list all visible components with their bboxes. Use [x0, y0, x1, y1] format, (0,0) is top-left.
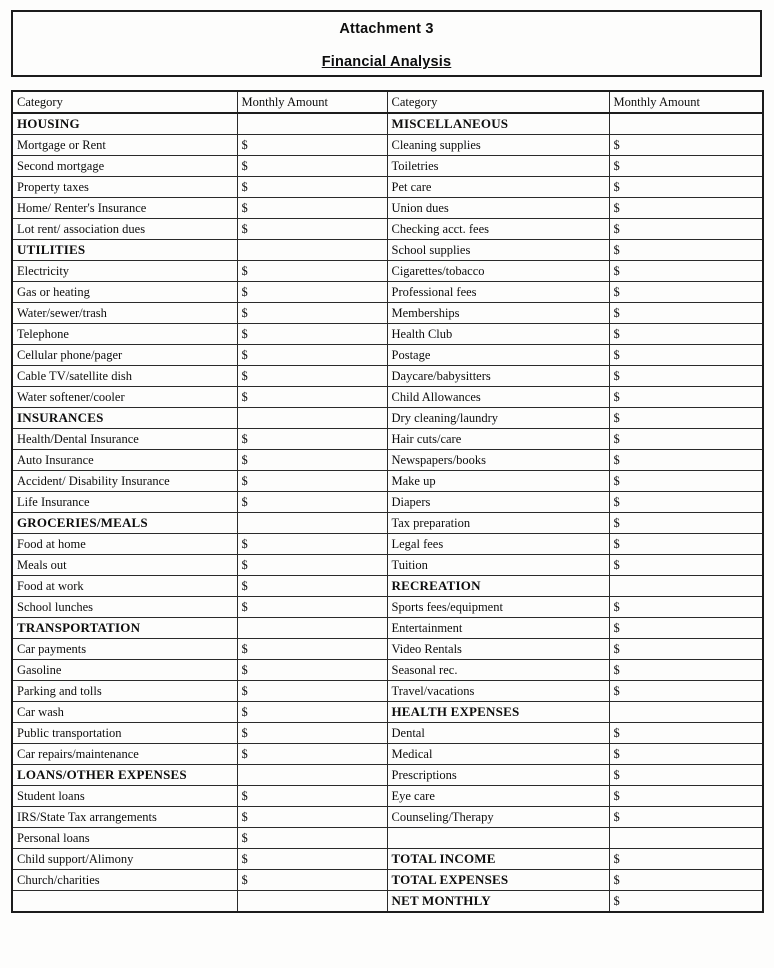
amount-cell-right: $ — [609, 660, 763, 681]
table-row — [12, 807, 763, 828]
table-row — [12, 828, 763, 849]
header-row — [12, 91, 763, 113]
category-cell-left: Student loans — [12, 786, 237, 807]
category-cell-left: TRANSPORTATION — [12, 618, 237, 639]
table-row — [12, 387, 763, 408]
amount-cell-right: $ — [609, 870, 763, 891]
amount-cell-right — [609, 113, 763, 135]
category-cell-right: Cigarettes/tobacco — [387, 261, 609, 282]
table-row — [12, 282, 763, 303]
amount-cell-left: $ — [237, 156, 387, 177]
category-cell-right: Daycare/babysitters — [387, 366, 609, 387]
amount-cell-right: $ — [609, 429, 763, 450]
category-cell-left: Water softener/cooler — [12, 387, 237, 408]
table-row — [12, 555, 763, 576]
table-row — [12, 198, 763, 219]
amount-cell-right: $ — [609, 534, 763, 555]
table-row — [12, 345, 763, 366]
table-row — [12, 639, 763, 660]
amount-cell-left: $ — [237, 849, 387, 870]
category-cell-right: Diapers — [387, 492, 609, 513]
table-row — [12, 870, 763, 891]
category-cell-left: Personal loans — [12, 828, 237, 849]
amount-cell-left: $ — [237, 324, 387, 345]
category-cell-left: Auto Insurance — [12, 450, 237, 471]
table-row — [12, 177, 763, 198]
category-cell-right: School supplies — [387, 240, 609, 261]
amount-cell-right: $ — [609, 303, 763, 324]
amount-cell-left: $ — [237, 723, 387, 744]
category-cell-right: Cleaning supplies — [387, 135, 609, 156]
amount-cell-right: $ — [609, 513, 763, 534]
category-cell-left: GROCERIES/MEALS — [12, 513, 237, 534]
amount-cell-left: $ — [237, 492, 387, 513]
category-cell-right: Union dues — [387, 198, 609, 219]
category-cell-left: Property taxes — [12, 177, 237, 198]
amount-cell-left: $ — [237, 303, 387, 324]
table-row — [12, 429, 763, 450]
amount-cell-right: $ — [609, 387, 763, 408]
amount-cell-right: $ — [609, 849, 763, 870]
table-row — [12, 744, 763, 765]
category-cell-right: Memberships — [387, 303, 609, 324]
amount-cell-left: $ — [237, 261, 387, 282]
amount-cell-right: $ — [609, 555, 763, 576]
amount-cell-left: $ — [237, 555, 387, 576]
amount-cell-right: $ — [609, 891, 763, 913]
amount-cell-left — [237, 408, 387, 429]
table-row — [12, 408, 763, 429]
amount-cell-right: $ — [609, 177, 763, 198]
amount-cell-left: $ — [237, 219, 387, 240]
amount-cell-left: $ — [237, 198, 387, 219]
category-cell-left: Food at home — [12, 534, 237, 555]
category-cell-left: Public transportation — [12, 723, 237, 744]
table-row — [12, 303, 763, 324]
header-category-left: Category — [12, 91, 237, 113]
category-cell-right: Professional fees — [387, 282, 609, 303]
category-cell-right: Child Allowances — [387, 387, 609, 408]
table-row — [12, 471, 763, 492]
amount-cell-right: $ — [609, 597, 763, 618]
category-cell-right: Make up — [387, 471, 609, 492]
amount-cell-right — [609, 702, 763, 723]
category-cell-left: Accident/ Disability Insurance — [12, 471, 237, 492]
amount-cell-right: $ — [609, 135, 763, 156]
amount-cell-left: $ — [237, 366, 387, 387]
category-cell-right — [387, 828, 609, 849]
category-cell-right: Travel/vacations — [387, 681, 609, 702]
table-row — [12, 135, 763, 156]
category-cell-right: Dental — [387, 723, 609, 744]
amount-cell-left: $ — [237, 345, 387, 366]
table-row — [12, 891, 763, 913]
amount-cell-right: $ — [609, 618, 763, 639]
amount-cell-right: $ — [609, 198, 763, 219]
amount-cell-left — [237, 765, 387, 786]
category-cell-left: Home/ Renter's Insurance — [12, 198, 237, 219]
table-row — [12, 723, 763, 744]
attachment-title: Attachment 3 — [339, 21, 434, 37]
table-row — [12, 849, 763, 870]
category-cell-right: Video Rentals — [387, 639, 609, 660]
category-cell-left: Mortgage or Rent — [12, 135, 237, 156]
category-cell-left: HOUSING — [12, 113, 237, 135]
category-cell-left: Telephone — [12, 324, 237, 345]
amount-cell-right: $ — [609, 744, 763, 765]
amount-cell-left: $ — [237, 135, 387, 156]
table-row — [12, 324, 763, 345]
amount-cell-right: $ — [609, 723, 763, 744]
header-amount-right: Monthly Amount — [609, 91, 763, 113]
amount-cell-left: $ — [237, 597, 387, 618]
category-cell-left: Health/Dental Insurance — [12, 429, 237, 450]
amount-cell-left — [237, 240, 387, 261]
amount-cell-right: $ — [609, 366, 763, 387]
category-cell-left: Electricity — [12, 261, 237, 282]
table-row — [12, 597, 763, 618]
category-cell-right: Eye care — [387, 786, 609, 807]
table-row — [12, 492, 763, 513]
category-cell-left: Gasoline — [12, 660, 237, 681]
category-cell-left: Food at work — [12, 576, 237, 597]
category-cell-left: Gas or heating — [12, 282, 237, 303]
amount-cell-left: $ — [237, 660, 387, 681]
amount-cell-left — [237, 891, 387, 913]
category-cell-right: Newspapers/books — [387, 450, 609, 471]
table-row — [12, 702, 763, 723]
category-cell-left: Child support/Alimony — [12, 849, 237, 870]
category-cell-right: Toiletries — [387, 156, 609, 177]
amount-cell-left — [237, 113, 387, 135]
amount-cell-right: $ — [609, 807, 763, 828]
category-cell-left: INSURANCES — [12, 408, 237, 429]
category-cell-left: UTILITIES — [12, 240, 237, 261]
table-row — [12, 618, 763, 639]
amount-cell-right: $ — [609, 471, 763, 492]
category-cell-left: Life Insurance — [12, 492, 237, 513]
amount-cell-right — [609, 828, 763, 849]
amount-cell-left: $ — [237, 786, 387, 807]
table-row — [12, 113, 763, 135]
amount-cell-left: $ — [237, 870, 387, 891]
table-body — [12, 113, 763, 912]
amount-cell-left: $ — [237, 387, 387, 408]
document-title: Financial Analysis — [321, 54, 452, 70]
category-cell-left: IRS/State Tax arrangements — [12, 807, 237, 828]
category-cell-right: Pet care — [387, 177, 609, 198]
amount-cell-left — [237, 618, 387, 639]
amount-cell-left: $ — [237, 450, 387, 471]
category-cell-left: Car repairs/maintenance — [12, 744, 237, 765]
table-header — [12, 91, 763, 113]
amount-cell-right: $ — [609, 765, 763, 786]
header-category-right: Category — [387, 91, 609, 113]
table-row — [12, 513, 763, 534]
category-cell-right: MISCELLANEOUS — [387, 113, 609, 135]
table-row — [12, 240, 763, 261]
category-cell-right: HEALTH EXPENSES — [387, 702, 609, 723]
amount-cell-right: $ — [609, 639, 763, 660]
category-cell-right: TOTAL EXPENSES — [387, 870, 609, 891]
amount-cell-left: $ — [237, 702, 387, 723]
category-cell-right: Health Club — [387, 324, 609, 345]
category-cell-left: Church/charities — [12, 870, 237, 891]
amount-cell-left: $ — [237, 576, 387, 597]
amount-cell-right: $ — [609, 408, 763, 429]
category-cell-left: Meals out — [12, 555, 237, 576]
amount-cell-left: $ — [237, 828, 387, 849]
table-row — [12, 765, 763, 786]
category-cell-right: Dry cleaning/laundry — [387, 408, 609, 429]
amount-cell-right: $ — [609, 786, 763, 807]
category-cell-left: Water/sewer/trash — [12, 303, 237, 324]
financial-analysis-table — [11, 90, 764, 913]
category-cell-right: Sports fees/equipment — [387, 597, 609, 618]
category-cell-left: Second mortgage — [12, 156, 237, 177]
category-cell-right: Legal fees — [387, 534, 609, 555]
table-row — [12, 219, 763, 240]
amount-cell-left: $ — [237, 282, 387, 303]
category-cell-right: Medical — [387, 744, 609, 765]
amount-cell-right: $ — [609, 282, 763, 303]
amount-cell-left: $ — [237, 534, 387, 555]
amount-cell-left — [237, 513, 387, 534]
table-row — [12, 366, 763, 387]
category-cell-left: Lot rent/ association dues — [12, 219, 237, 240]
category-cell-left: LOANS/OTHER EXPENSES — [12, 765, 237, 786]
category-cell-left: Cable TV/satellite dish — [12, 366, 237, 387]
amount-cell-right: $ — [609, 324, 763, 345]
amount-cell-left: $ — [237, 471, 387, 492]
category-cell-left: Car payments — [12, 639, 237, 660]
category-cell-right: Prescriptions — [387, 765, 609, 786]
table-row — [12, 576, 763, 597]
category-cell-right: Checking acct. fees — [387, 219, 609, 240]
table-row — [12, 156, 763, 177]
category-cell-right: NET MONTHLY — [387, 891, 609, 913]
title-box — [11, 10, 762, 77]
table-row — [12, 681, 763, 702]
table-row — [12, 660, 763, 681]
amount-cell-right: $ — [609, 492, 763, 513]
amount-cell-left: $ — [237, 807, 387, 828]
category-cell-right: Hair cuts/care — [387, 429, 609, 450]
amount-cell-right — [609, 576, 763, 597]
amount-cell-right: $ — [609, 240, 763, 261]
category-cell-left: School lunches — [12, 597, 237, 618]
category-cell-left: Car wash — [12, 702, 237, 723]
amount-cell-right: $ — [609, 345, 763, 366]
header-amount-left: Monthly Amount — [237, 91, 387, 113]
category-cell-right: TOTAL INCOME — [387, 849, 609, 870]
category-cell-right: Tuition — [387, 555, 609, 576]
category-cell-right: Seasonal rec. — [387, 660, 609, 681]
amount-cell-left: $ — [237, 639, 387, 660]
amount-cell-right: $ — [609, 261, 763, 282]
category-cell-left: Cellular phone/pager — [12, 345, 237, 366]
table-row — [12, 450, 763, 471]
category-cell-left: Parking and tolls — [12, 681, 237, 702]
category-cell-left — [12, 891, 237, 913]
amount-cell-left: $ — [237, 744, 387, 765]
amount-cell-left: $ — [237, 429, 387, 450]
table-row — [12, 534, 763, 555]
category-cell-right: Entertainment — [387, 618, 609, 639]
table-row — [12, 261, 763, 282]
amount-cell-left: $ — [237, 177, 387, 198]
category-cell-right: Counseling/Therapy — [387, 807, 609, 828]
category-cell-right: RECREATION — [387, 576, 609, 597]
category-cell-right: Postage — [387, 345, 609, 366]
amount-cell-left: $ — [237, 681, 387, 702]
category-cell-right: Tax preparation — [387, 513, 609, 534]
amount-cell-right: $ — [609, 681, 763, 702]
amount-cell-right: $ — [609, 450, 763, 471]
amount-cell-right: $ — [609, 219, 763, 240]
table-row — [12, 786, 763, 807]
amount-cell-right: $ — [609, 156, 763, 177]
